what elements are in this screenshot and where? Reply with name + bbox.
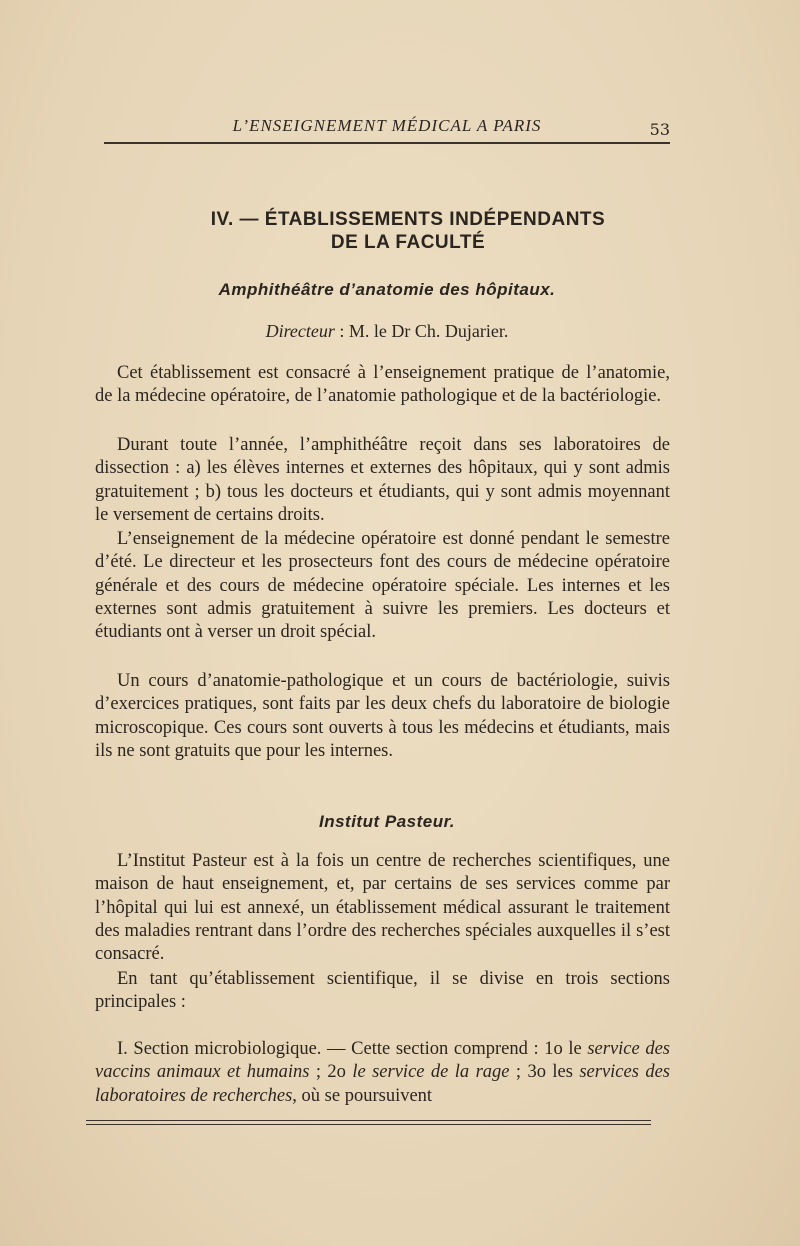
bottom-rule-2 bbox=[86, 1124, 651, 1125]
pasteur-p3-italic-1: service des vaccins animaux et humains bbox=[95, 1039, 670, 1083]
pasteur-p3-italic-3: services des laboratoires de recherches bbox=[95, 1062, 670, 1106]
amphitheatre-paragraph-1: Cet établissement est consacré à l’enseignement pratique de l’anatomie, de la médecine opératoire, de l’anatomie pathologique et de la bactériologie. bbox=[95, 363, 670, 407]
director-line bbox=[104, 321, 670, 342]
running-head bbox=[104, 112, 670, 144]
pasteur-p3-end: , où se poursuivent bbox=[292, 1085, 433, 1106]
pasteur-paragraph-3 bbox=[95, 1038, 670, 1108]
director-label: Directeur bbox=[265, 321, 335, 341]
section-heading-line2: DE LA FACULTÉ bbox=[330, 232, 486, 253]
section-heading-line1: IV. — ÉTABLISSEMENTS INDÉPENDANTS bbox=[210, 209, 606, 230]
amphitheatre-paragraph-2: Durant toute l’année, l’amphithéâtre reçoit dans ses laboratoires de dissection : a) les élèves internes et externes des hôpitaux, qui y sont admis gratuitement ; b) tous les docteurs et étudiants, qui y sont admis moyennant le versement de certains droits. bbox=[95, 435, 670, 525]
pasteur-title: Institut Pasteur. bbox=[318, 812, 456, 831]
pasteur-p3-italic-2: le service de la rage bbox=[352, 1062, 510, 1083]
page-number: 53 bbox=[649, 120, 670, 139]
pasteur-p3-mid-2: ; 3o les bbox=[509, 1062, 580, 1083]
section-heading bbox=[104, 208, 712, 254]
amphitheatre-title: Amphithéâtre d’anatomie des hôpitaux. bbox=[218, 280, 556, 299]
director-name: : M. le Dr Ch. Dujarier. bbox=[339, 321, 509, 341]
amphitheatre-paragraph-4: Un cours d’anatomie-pathologique et un cours de bactériologie, suivis d’exercices pratiques, sont faits par les deux chefs du laboratoire de biologie microscopique. Ces cours sont ouverts à tous les médecins et étudiants, mais ils ne sont gratuits que pour les internes. bbox=[95, 671, 670, 761]
bottom-rule bbox=[86, 1120, 651, 1121]
pasteur-paragraph-1: L’Institut Pasteur est à la fois un centre de recherches scientifiques, une maison de haut enseignement, et, par certains de ses services comme par l’hôpital qui lui est annexé, un établissement médical assurant le traitement des maladies rentrant dans l’ordre des recherches spéciales auxquelles il s’est consacré. bbox=[95, 851, 670, 965]
pasteur-p3-lead: I. Section microbiologique. — Cette section comprend : 1o le bbox=[117, 1039, 588, 1059]
pasteur-p3-mid-1: ; 2o bbox=[309, 1062, 353, 1083]
amphitheatre-paragraph-3: L’enseignement de la médecine opératoire est donné pendant le semestre d’été. Le directeur et les prosecteurs font des cours de médecine opératoire générale et des cours de médecine opératoire spéciale. Les internes et les externes sont admis gratuitement à suivre les premiers. Les docteurs et étudiants ont à verser un droit spécial. bbox=[95, 529, 670, 643]
pasteur-paragraph-2: En tant qu’établissement scientifique, il se divise en trois sections principales : bbox=[95, 969, 670, 1013]
running-head-title: L’ENSEIGNEMENT MÉDICAL A PARIS bbox=[232, 116, 542, 135]
